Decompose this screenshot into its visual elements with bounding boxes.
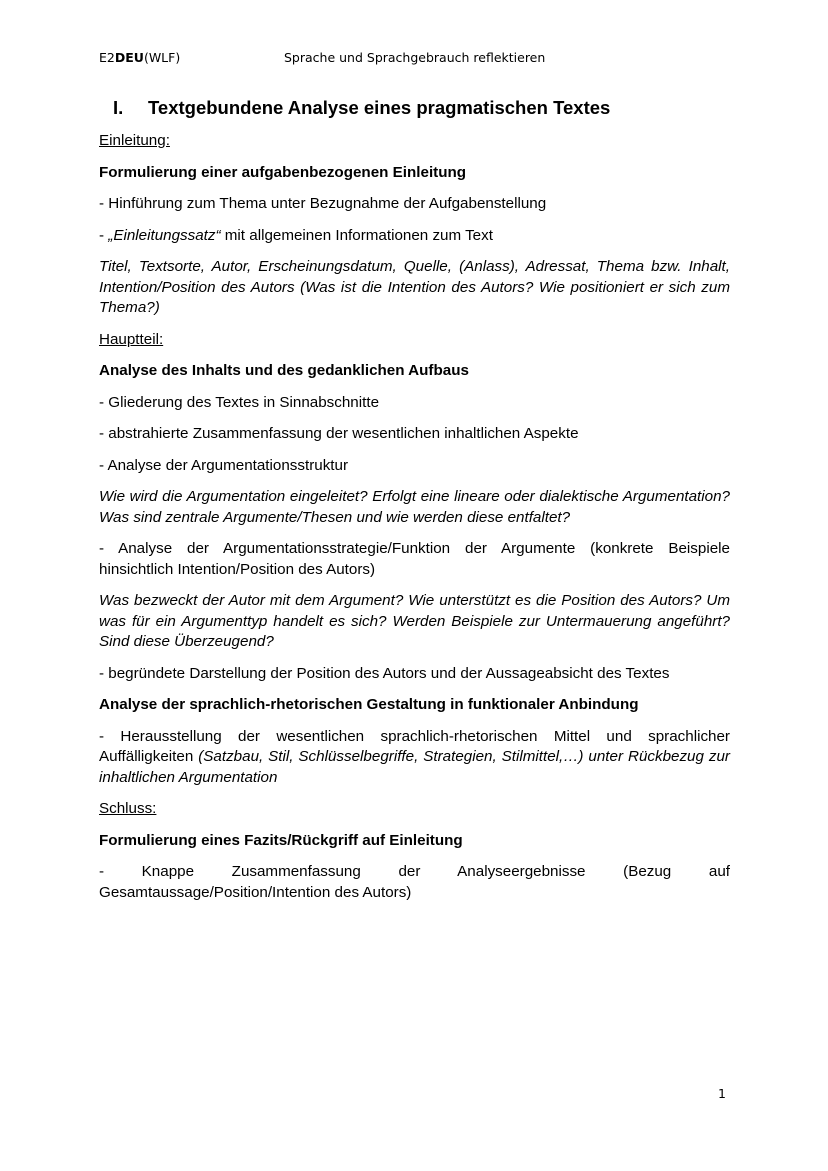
hauptteil-italic-1: Wie wird die Argumentation eingeleitet? Erfolgt eine lineare oder dialektische Argumentation? Was sind zentrale Argumente/Thesen und wie werden diese entfaltet?	[99, 488, 730, 526]
course-prefix: E2	[99, 50, 115, 65]
hauptteil-item-4: - Analyse der Argumentationsstrategie/Funktion der Argumente (konkrete Beispiele hinsichtlich Intention/Position des Autors)	[99, 540, 730, 578]
course-code	[99, 50, 180, 66]
document-body	[99, 96, 730, 914]
hauptteil-item-5: - begründete Darstellung der Position des Autors und der Aussageabsicht des Textes	[99, 664, 670, 682]
hauptteil-item-6	[99, 727, 730, 789]
einleitung-label	[99, 131, 730, 152]
hauptteil-heading-2: Analyse der sprachlich-rhetorischen Gestaltung in funktionaler Anbindung	[99, 696, 639, 713]
hauptteil-item-3: - Analyse der Argumentationsstruktur	[99, 456, 349, 474]
hauptteil-item-1: - Gliederung des Textes in Sinnabschnitte	[99, 393, 380, 411]
schluss-heading: Formulierung eines Fazits/Rückgriff auf Einleitung	[99, 831, 463, 849]
einleitung-item-2-italic: „Einleitungssatz“	[108, 226, 221, 244]
hauptteil-item-6-italic: (Satzbau, Stil, Schlüsselbegriffe, Strategien, Stilmittel,…) unter Rückbezug zur inhaltlichen Argumentation	[99, 748, 730, 786]
einleitung-item-2-prefix: -	[99, 226, 109, 244]
schluss-item-1-line-2: Gesamtaussage/Position/Intention des Autors)	[99, 883, 412, 901]
einleitung-item-2-suffix: mit allgemeinen Informationen zum Text	[220, 226, 493, 244]
course-bold: DEU	[114, 50, 144, 65]
course-suffix: (WLF)	[143, 50, 181, 65]
einleitung-note: Titel, Textsorte, Autor, Erscheinungsdatum, Quelle, (Anlass), Adressat, Thema bzw. Inhalt, Intention/Position des Autors (Was ist die Intention des Autors? Wie positioniert er sich zum Thema?)	[99, 258, 730, 316]
schluss-label-text: Schluss:	[99, 800, 157, 817]
einleitung-item-2	[99, 226, 730, 247]
einleitung-heading: Formulierung einer aufgabenbezogenen Einleitung	[99, 163, 467, 181]
hauptteil-item-2: - abstrahierte Zusammenfassung der wesentlichen inhaltlichen Aspekte	[99, 425, 579, 442]
header-topic: Sprache und Sprachgebrauch reflektieren	[284, 50, 546, 65]
title-number: I.	[113, 97, 124, 118]
hauptteil-item-6-prefix: - Herausstellung der wesentlichen sprachlich-rhetorischen Mittel und sprachlicher Auffälligkeiten	[99, 727, 730, 765]
hauptteil-italic-2: Was bezweckt der Autor mit dem Argument? Wie unterstützt es die Position des Autors? Um was für ein Argumenttyp handelt es sich? Werden Beispiele zur Untermauerung angeführt? Sind diese Überzeugend?	[99, 592, 730, 650]
hauptteil-heading-1: Analyse des Inhalts und des gedanklichen Aufbaus	[99, 362, 469, 379]
hauptteil-label-text: Hauptteil:	[99, 330, 164, 348]
einleitung-item-1: - Hinführung zum Thema unter Bezugnahme der Aufgabenstellung	[99, 195, 547, 212]
einleitung-label-text: Einleitung:	[99, 132, 170, 149]
page-title	[113, 96, 730, 120]
title-text: Textgebundene Analyse eines pragmatischen Textes	[148, 97, 611, 118]
page-number: 1	[718, 1086, 726, 1101]
hauptteil-label	[99, 330, 730, 351]
schluss-item-1-line-1: - Knappe Zusammenfassung der Analyseergebnisse (Bezug auf	[99, 863, 730, 880]
schluss-item-1	[99, 862, 730, 903]
schluss-label	[99, 799, 730, 820]
